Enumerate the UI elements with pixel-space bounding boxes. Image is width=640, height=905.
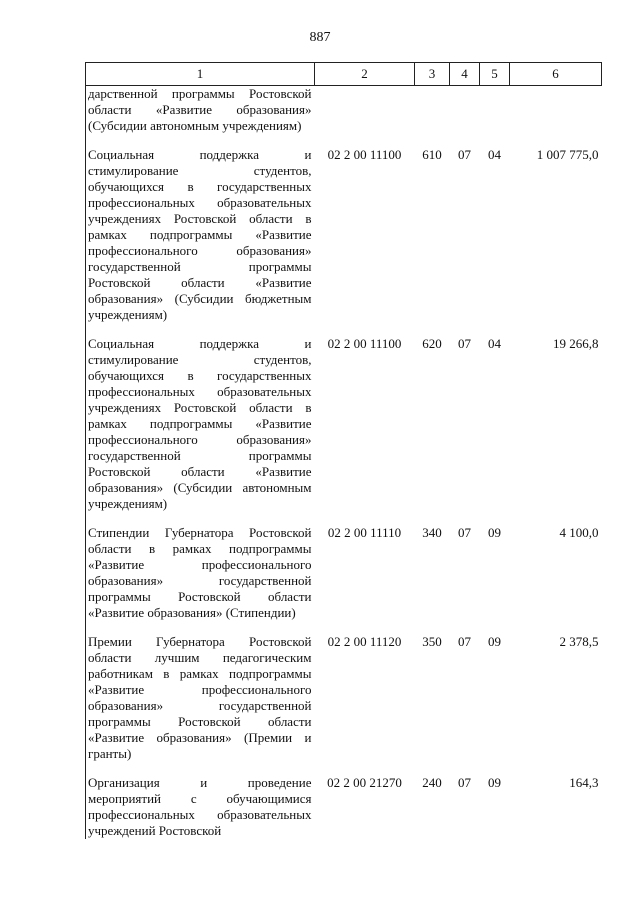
section-code: 07 [458, 336, 471, 351]
target-article-code: 02 2 00 11110 [327, 525, 402, 540]
subsection-code: 09 [488, 525, 501, 540]
page-number: 887 [309, 30, 331, 45]
subsection-code [480, 86, 510, 135]
section-code: 07 [458, 147, 471, 162]
column-header: 2 [315, 63, 415, 86]
amount-value: 1 007 775,0 [536, 147, 599, 162]
subsection-code: 09 [488, 634, 501, 649]
target-article-code: 02 2 00 11100 [327, 336, 402, 351]
expense-type-code: 340 [422, 525, 442, 540]
column-header: 6 [510, 63, 602, 86]
column-header: 4 [450, 63, 480, 86]
row-description: дарственной программы Ростовской области «Развитие образования» (Субсидии автономным учреждениям) [86, 86, 315, 135]
subsection-code: 04 [488, 336, 501, 351]
table-header-row [86, 63, 602, 86]
expense-type-code [415, 86, 450, 135]
expense-type-code: 620 [422, 336, 442, 351]
table-row [86, 336, 602, 512]
subsection-code: 09 [488, 775, 501, 790]
column-header: 3 [415, 63, 450, 86]
table-row [86, 525, 602, 621]
table-row [86, 775, 602, 839]
target-article-code: 02 2 00 21270 [327, 775, 402, 790]
expense-type-code: 350 [422, 634, 442, 649]
row-description: Социальная поддержка и стимулирование студентов, обучающихся в государственных профессиональных образовательных учреждениях Ростовской области в рамках подпрограммы «Развитие профессионального образования» государственной программы Ростовской области «Развитие образования» (Субсидии бюджетным учреждениям) [86, 147, 315, 323]
subsection-code: 04 [488, 147, 501, 162]
amount-value: 4 100,0 [559, 525, 599, 540]
column-header: 5 [480, 63, 510, 86]
amount-value: 164,3 [569, 775, 599, 790]
section-code: 07 [458, 525, 471, 540]
amount-value: 19 266,8 [553, 336, 599, 351]
table-row [86, 147, 602, 323]
table-row [86, 86, 602, 135]
target-article-code: 02 2 00 11100 [327, 147, 402, 162]
expense-type-code: 240 [422, 775, 442, 790]
row-description: Стипендии Губернатора Ростовской области в рамках подпрограммы «Развитие профессионального образования» государственной программы Ростовской области «Развитие образования» (Стипендии) [86, 525, 315, 621]
row-description: Социальная поддержка и стимулирование студентов, обучающихся в государственных профессиональных образовательных учреждениях Ростовской области в рамках подпрограммы «Развитие профессионального образования» государственной программы Ростовской области «Развитие образования» (Субсидии автономным учреждениям) [86, 336, 315, 512]
section-code: 07 [458, 775, 471, 790]
budget-table [85, 62, 602, 839]
table-row [86, 634, 602, 762]
target-article-code [315, 86, 415, 135]
row-description: Организация и проведение мероприятий с обучающимися профессиональных образовательных учреждений Ростовской [86, 775, 315, 839]
row-description: Премии Губернатора Ростовской области лучшим педагогическим работникам в рамках подпрограммы «Развитие профессионального образования» государственной программы Ростовской области «Развитие образования» (Премии и гранты) [86, 634, 315, 762]
column-header: 1 [86, 63, 315, 86]
section-code [450, 86, 480, 135]
amount-value [510, 86, 602, 135]
amount-value: 2 378,5 [559, 634, 599, 649]
section-code: 07 [458, 634, 471, 649]
expense-type-code: 610 [422, 147, 442, 162]
target-article-code: 02 2 00 11120 [327, 634, 402, 649]
